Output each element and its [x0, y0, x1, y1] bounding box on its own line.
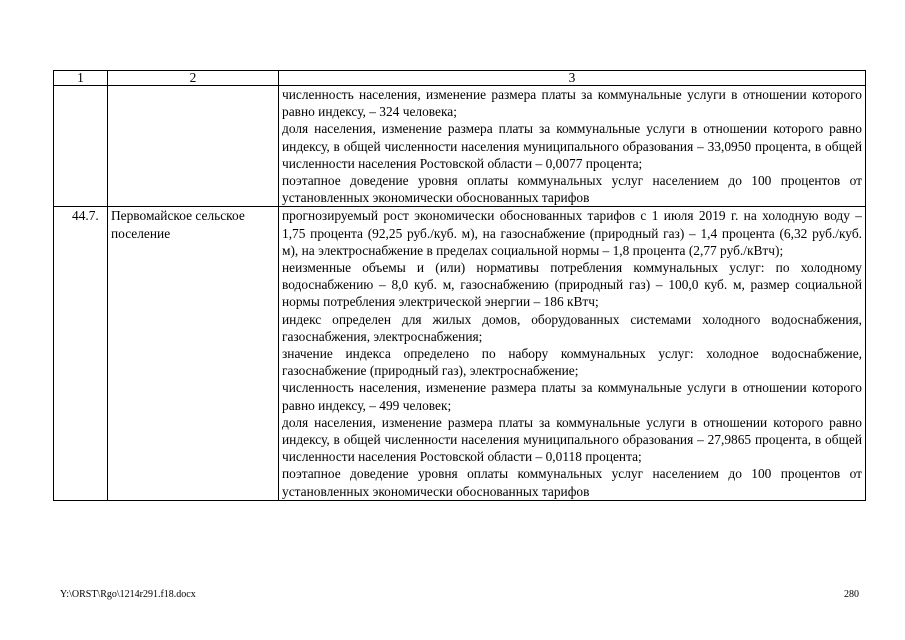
footer-filepath: Y:\ORST\Rgo\1214r291.f18.docx	[60, 589, 196, 600]
description-paragraph: численность населения, изменение размера платы за коммунальные услуги в отношении которого равно индексу, – 324 человека;	[282, 87, 862, 120]
municipality-name: Первомайское сельское поселение	[108, 207, 279, 500]
table-row	[54, 207, 866, 500]
description-paragraph: поэтапное доведение уровня оплаты коммунальных услуг населением до 100 процентов от установленных экономически обоснованных тарифов	[282, 173, 862, 206]
description-paragraph: прогнозируемый рост экономически обоснованных тарифов с 1 июля 2019 г. на холодную воду – 1,75 процента (92,25 руб./куб. м), на газоснабжение (природный газ) – 1,4 процента (6,32 руб./куб. м), на электроснабжение в пределах социальной нормы – 1,8 процента (2,77 руб./кВтч);	[282, 208, 862, 258]
description-paragraph: численность населения, изменение размера платы за коммунальные услуги в отношении которого равно индексу, – 499 человек;	[282, 380, 862, 413]
row-description	[279, 86, 866, 207]
column-header-3: 3	[279, 71, 866, 86]
description-paragraph: доля населения, изменение размера платы за коммунальные услуги в отношении которого равно индексу, в общей численности населения муниципального образования – 33,0950 процента, в общей численности населения Ростовской области – 0,0077 процента;	[282, 121, 862, 171]
description-paragraph: индекс определен для жилых домов, оборудованных системами холодного водоснабжения, газоснабжения, электроснабжения;	[282, 311, 862, 344]
header-row	[54, 71, 866, 86]
description-paragraph: неизменные объемы и (или) нормативы потребления коммунальных услуг: по холодному водоснабжению – 8,0 куб. м, газоснабжению (природный газ) – 100,0 куб. м, размер социальной нормы потребления электрической энергии – 186 кВтч;	[282, 260, 862, 310]
row-description	[279, 207, 866, 500]
table-row	[54, 86, 866, 207]
column-header-1: 1	[54, 71, 108, 86]
footer-page-number: 280	[844, 589, 859, 600]
column-header-2: 2	[108, 71, 279, 86]
tariff-table	[53, 70, 866, 501]
row-number	[54, 86, 108, 207]
description-paragraph: значение индекса определено по набору коммунальных услуг: холодное водоснабжение, газоснабжение (природный газ), электроснабжение;	[282, 346, 862, 379]
description-paragraph: поэтапное доведение уровня оплаты коммунальных услуг населением до 100 процентов от установленных экономически обоснованных тарифов	[282, 466, 862, 499]
row-number: 44.7.	[54, 207, 108, 500]
municipality-name	[108, 86, 279, 207]
description-paragraph: доля населения, изменение размера платы за коммунальные услуги в отношении которого равно индексу, в общей численности населения муниципального образования – 27,9865 процента, в общей численности населения Ростовской области – 0,0118 процента;	[282, 414, 862, 465]
